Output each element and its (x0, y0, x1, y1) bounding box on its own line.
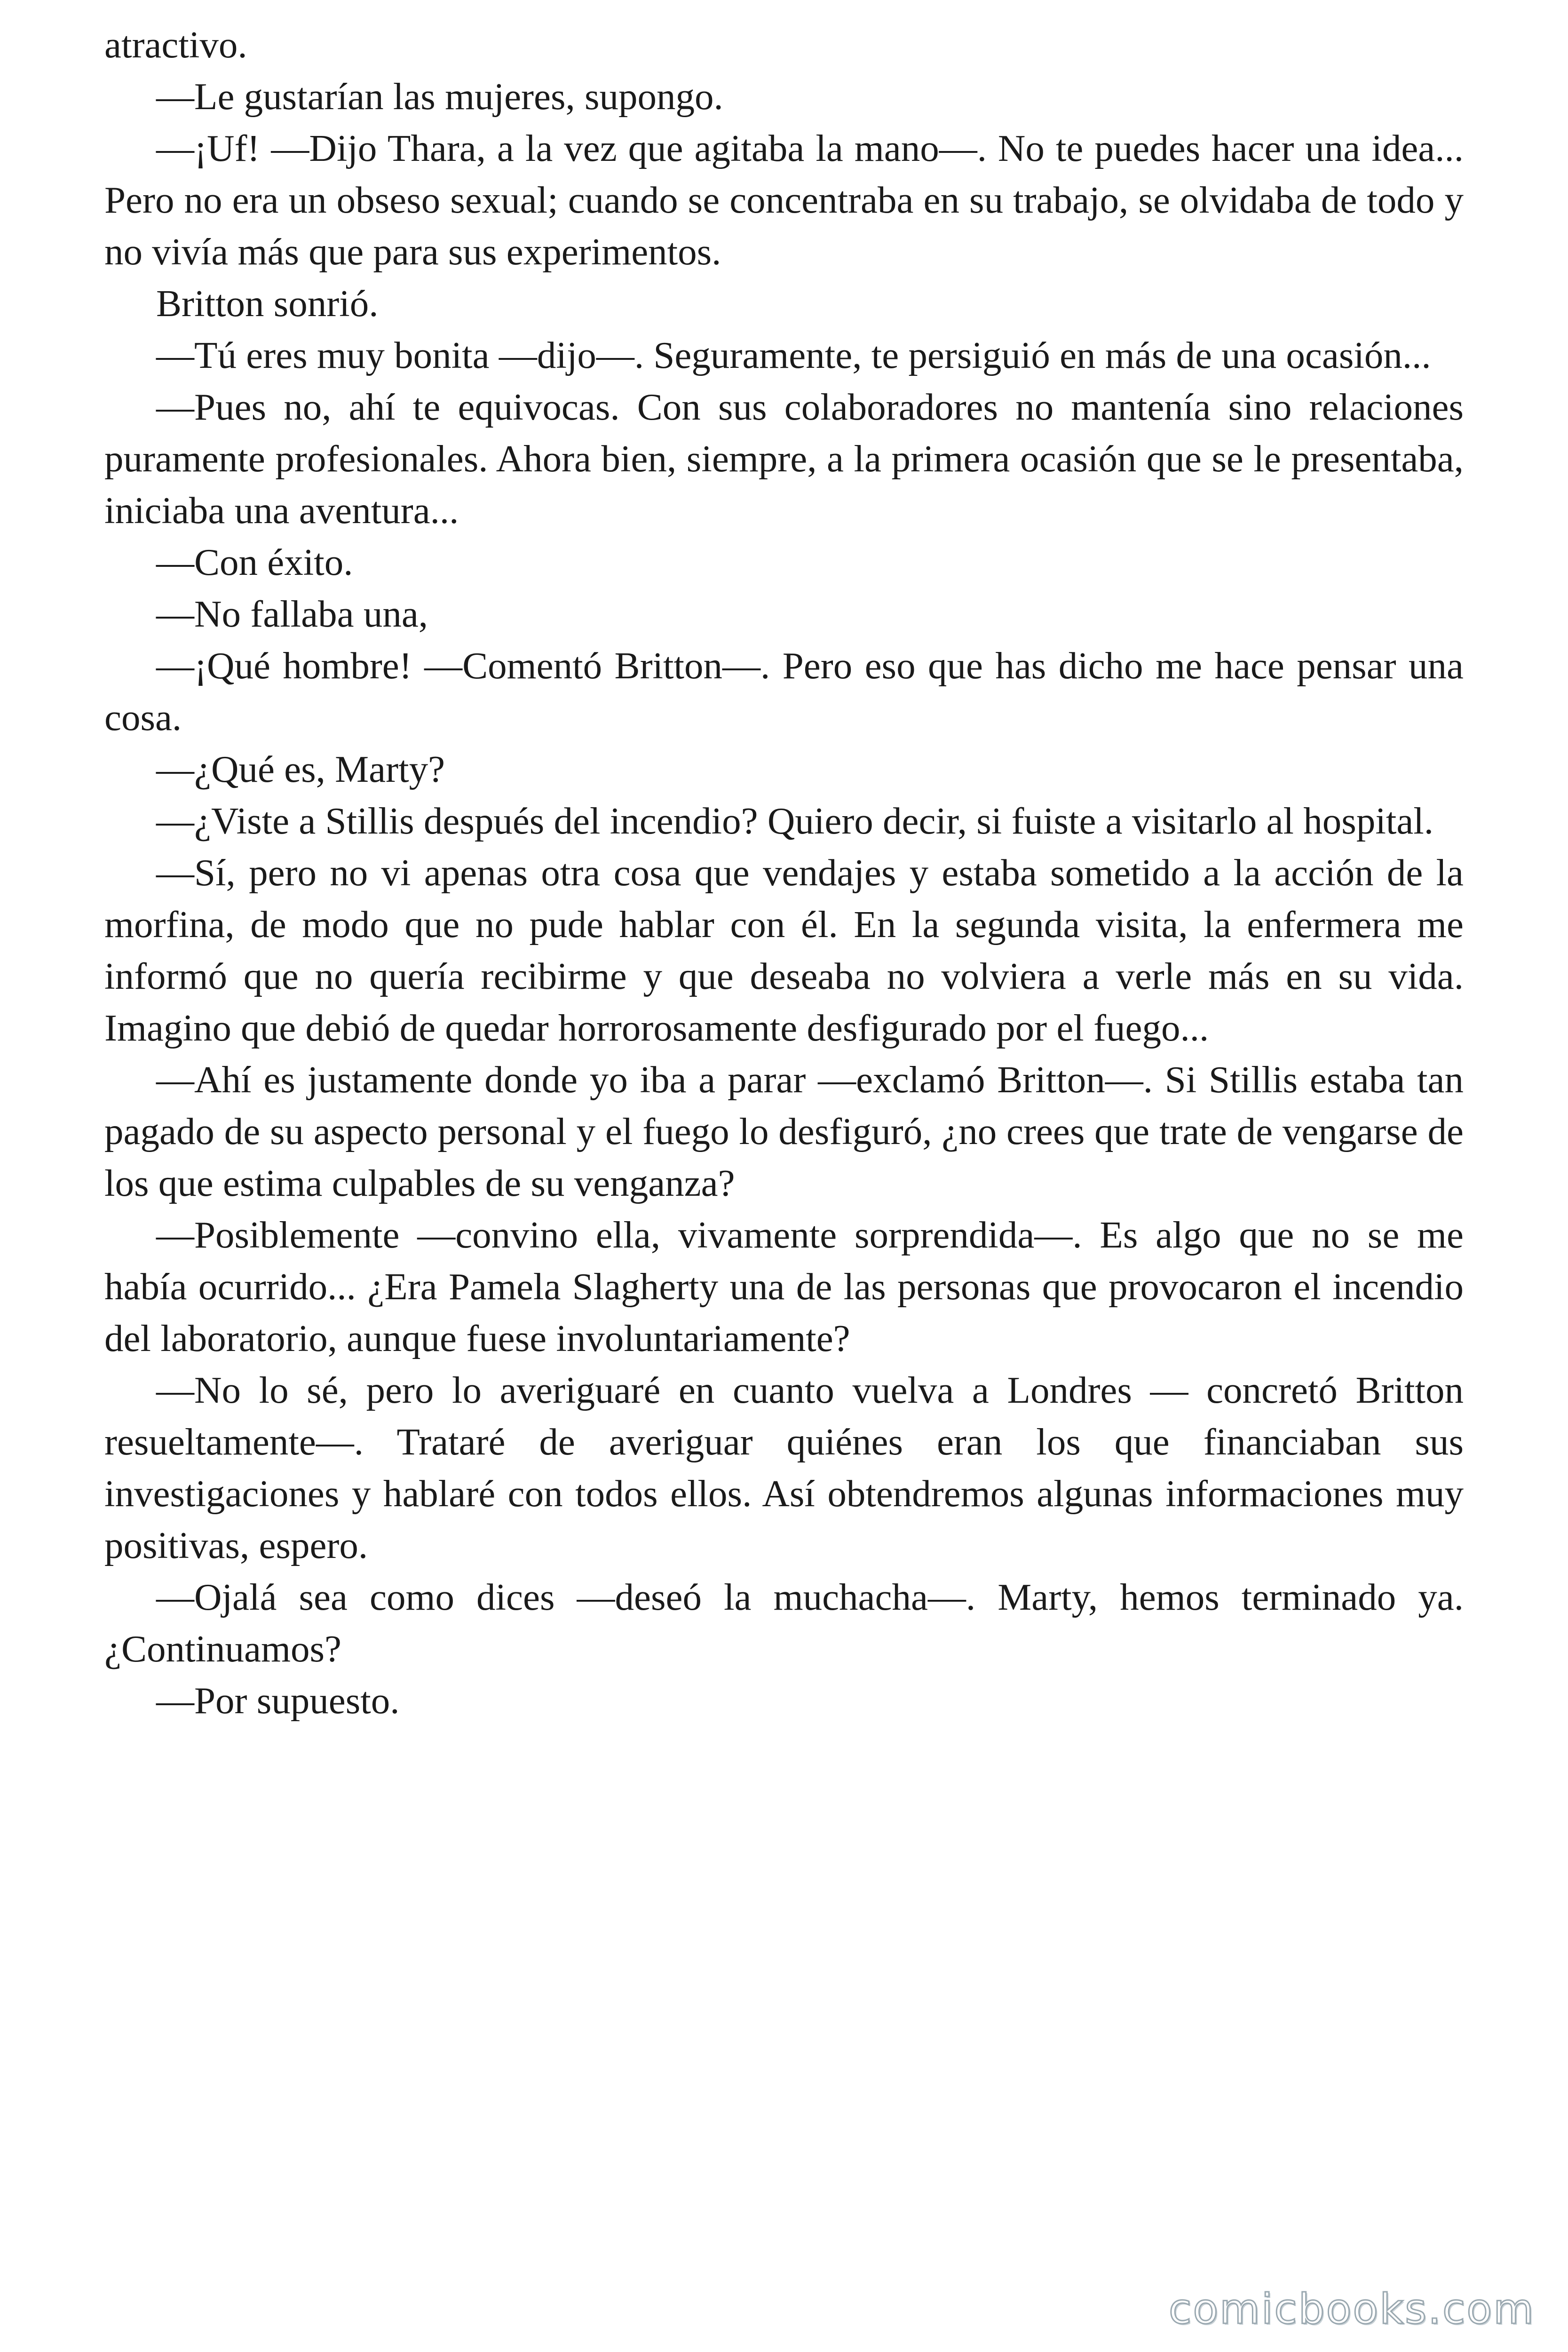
paragraph: —Por supuesto. (156, 1679, 400, 1722)
paragraph: —Ojalá sea como dices —deseó la muchacha—. Marty, hemos terminado ya. ¿Continuamos? (104, 1576, 1464, 1670)
paragraph: atractivo. (104, 24, 247, 66)
paragraph: —Posiblemente —convino ella, vivamente sorprendida—. Es algo que no se me había ocurrido... ¿Era Pamela Slagherty una de las personas que provocaron el incendio del laboratorio, aunque fuese involuntariamente? (104, 1214, 1464, 1359)
paragraph: Britton sonrió. (156, 282, 379, 325)
paragraph: —No fallaba una, (156, 593, 428, 635)
watermark-logo: comicbooks.com (1168, 2285, 1535, 2333)
paragraph: —Sí, pero no vi apenas otra cosa que vendajes y estaba sometido a la acción de la morfina, de modo que no pude hablar con él. En la segunda visita, la enfermera me informó que no quería recibirme y que deseaba no volviera a verle más en su vida. Imagino que debió de quedar horrorosamente desfigurado por el fuego... (104, 851, 1464, 1049)
paragraph: —¿Qué es, Marty? (156, 748, 445, 790)
page-body-text (104, 19, 1464, 1726)
paragraph: —Le gustarían las mujeres, supongo. (156, 75, 723, 118)
paragraph: —¡Qué hombre! —Comentó Britton—. Pero eso que has dicho me hace pensar una cosa. (104, 644, 1464, 739)
paragraph: —¡Uf! —Dijo Thara, a la vez que agitaba la mano—. No te puedes hacer una idea... Pero no era un obseso sexual; cuando se concentraba en su trabajo, se olvidaba de todo y no vivía más que para sus experimentos. (104, 127, 1464, 273)
paragraph: —Tú eres muy bonita —dijo—. Seguramente, te persiguió en más de una ocasión... (156, 334, 1431, 376)
paragraph: —¿Viste a Stillis después del incendio? Quiero decir, si fuiste a visitarlo al hospital. (156, 800, 1434, 842)
paragraph: —Pues no, ahí te equivocas. Con sus colaboradores no mantenía sino relaciones puramente profesionales. Ahora bien, siempre, a la primera ocasión que se le presentaba, iniciaba una aventura... (104, 386, 1464, 532)
paragraph: —Con éxito. (156, 541, 353, 583)
paragraph: —No lo sé, pero lo averiguaré en cuanto vuelva a Londres — concretó Britton resueltamente—. Trataré de averiguar quiénes eran los que financiaban sus investigaciones y hablaré con todos ellos. Así obtendremos algunas informaciones muy positivas, espero. (104, 1369, 1464, 1566)
paragraph: —Ahí es justamente donde yo iba a parar —exclamó Britton—. Si Stillis estaba tan pagado de su aspecto personal y el fuego lo desfiguró, ¿no crees que trate de vengarse de los que estima culpables de su venganza? (104, 1058, 1464, 1204)
